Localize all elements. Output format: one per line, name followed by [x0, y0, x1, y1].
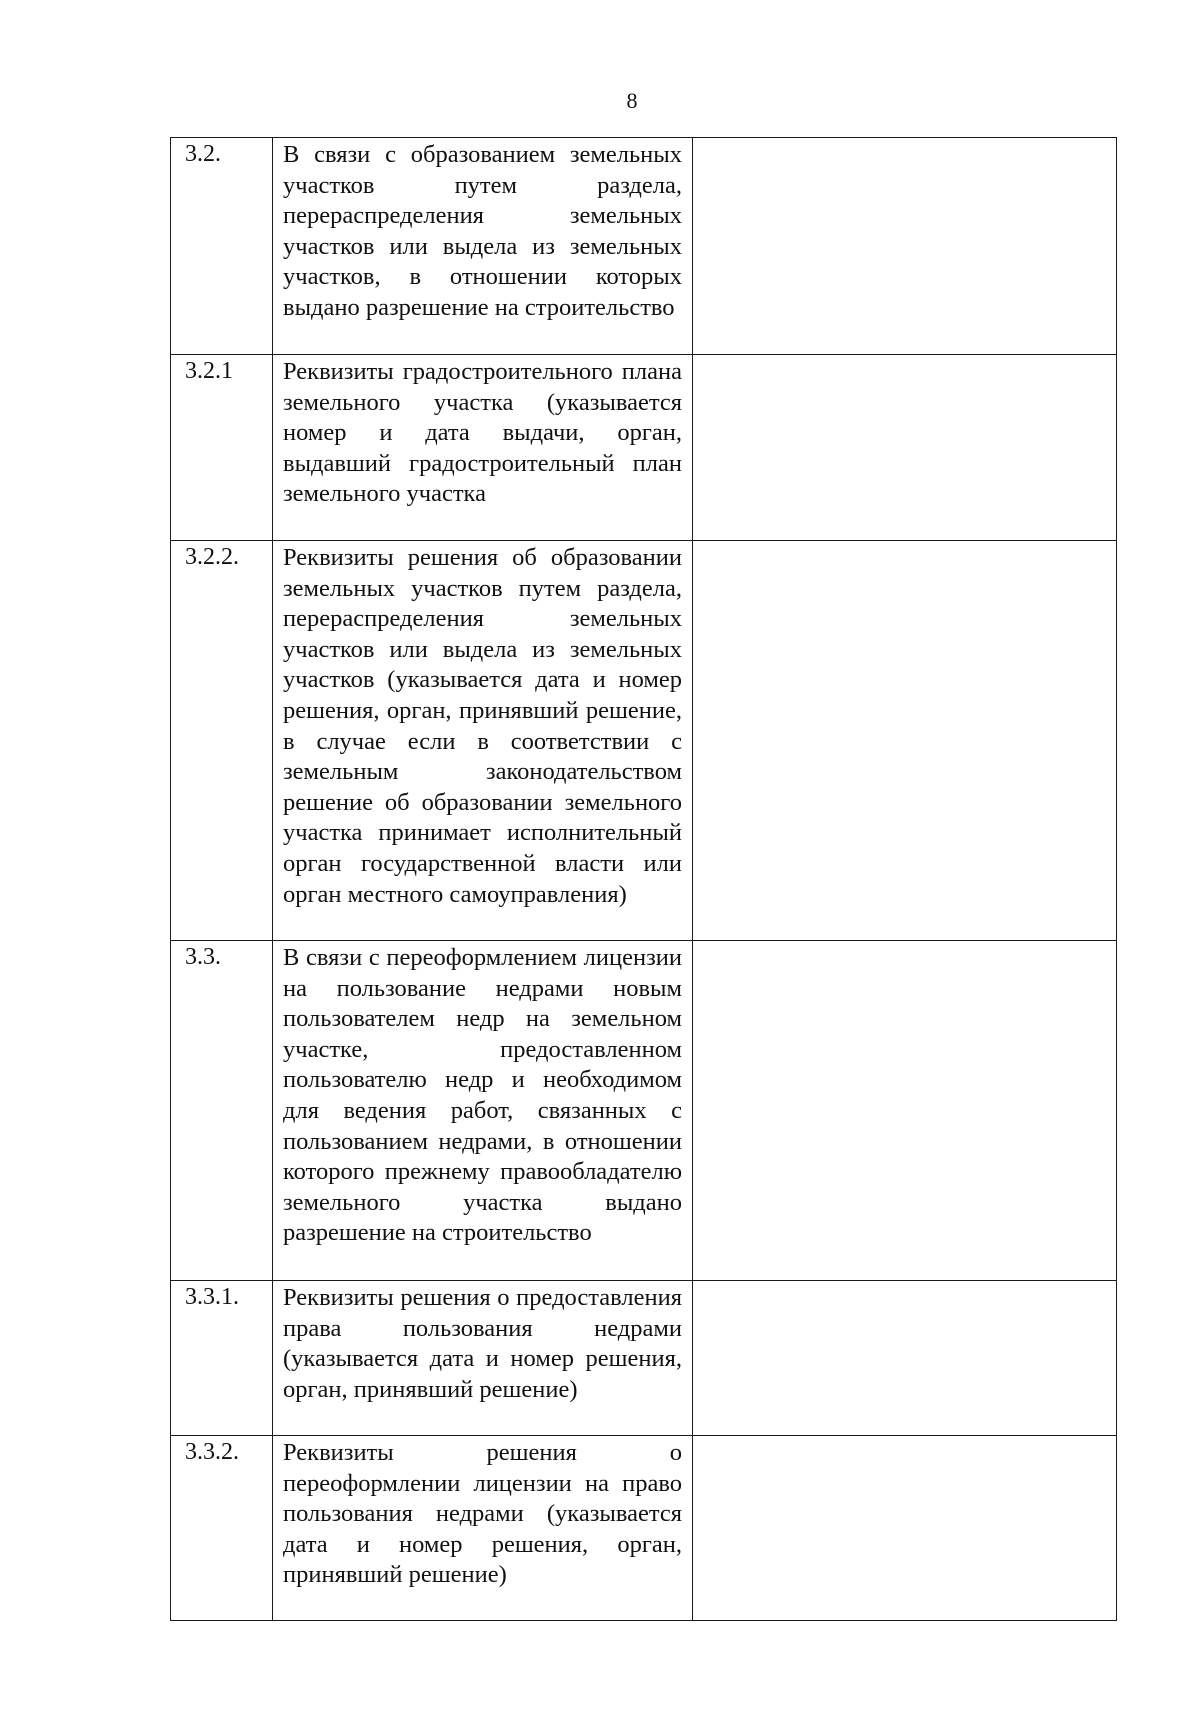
- table-row: [171, 541, 1117, 941]
- row-description: Реквизиты решения о предоставления права пользования недрами (указывается дата и номер решения, орган, принявший решение): [273, 1281, 693, 1436]
- row-description: Реквизиты решения о переоформлении лицензии на право пользования недрами (указывается дата и номер решения, орган, принявший решение): [273, 1436, 693, 1621]
- row-value-field[interactable]: [693, 1436, 1117, 1621]
- requisites-table: [170, 137, 1117, 1621]
- row-value-field[interactable]: [693, 941, 1117, 1281]
- row-value-field[interactable]: [693, 138, 1117, 355]
- row-description: В связи с переоформлением лицензии на пользование недрами новым пользователем недр на земельном участке, предоставленном пользователю недр и необходимом для ведения работ, связанных с пользованием недрами, в отношении которого прежнему правообладателю земельного участка выдано разрешение на строительство: [273, 941, 693, 1281]
- row-description: Реквизиты градостроительного плана земельного участка (указывается номер и дата выдачи, орган, выдавший градостроительный план земельного участка: [273, 355, 693, 541]
- page-number: 8: [626, 88, 638, 113]
- row-value-field[interactable]: [693, 355, 1117, 541]
- row-number: 3.3.: [171, 941, 273, 1281]
- row-value-field[interactable]: [693, 1281, 1117, 1436]
- row-description: В связи с образованием земельных участков путем раздела, перераспределения земельных участков или выдела из земельных участков, в отношении которых выдано разрешение на строительство: [273, 138, 693, 355]
- row-number: 3.3.1.: [171, 1281, 273, 1436]
- table-row: [171, 1436, 1117, 1621]
- table-row: [171, 941, 1117, 1281]
- row-number: 3.3.2.: [171, 1436, 273, 1621]
- row-value-field[interactable]: [693, 541, 1117, 941]
- row-description: Реквизиты решения об образовании земельных участков путем раздела, перераспределения земельных участков или выдела из земельных участков (указывается дата и номер решения, орган, принявший решение, в случае если в соответствии с земельным законодательством решение об образовании земельного участка принимает исполнительный орган государственной власти или орган местного самоуправления): [273, 541, 693, 941]
- row-number: 3.2.2.: [171, 541, 273, 941]
- row-number: 3.2.1: [171, 355, 273, 541]
- row-number: 3.2.: [171, 138, 273, 355]
- table-row: [171, 355, 1117, 541]
- table-row: [171, 138, 1117, 355]
- table-row: [171, 1281, 1117, 1436]
